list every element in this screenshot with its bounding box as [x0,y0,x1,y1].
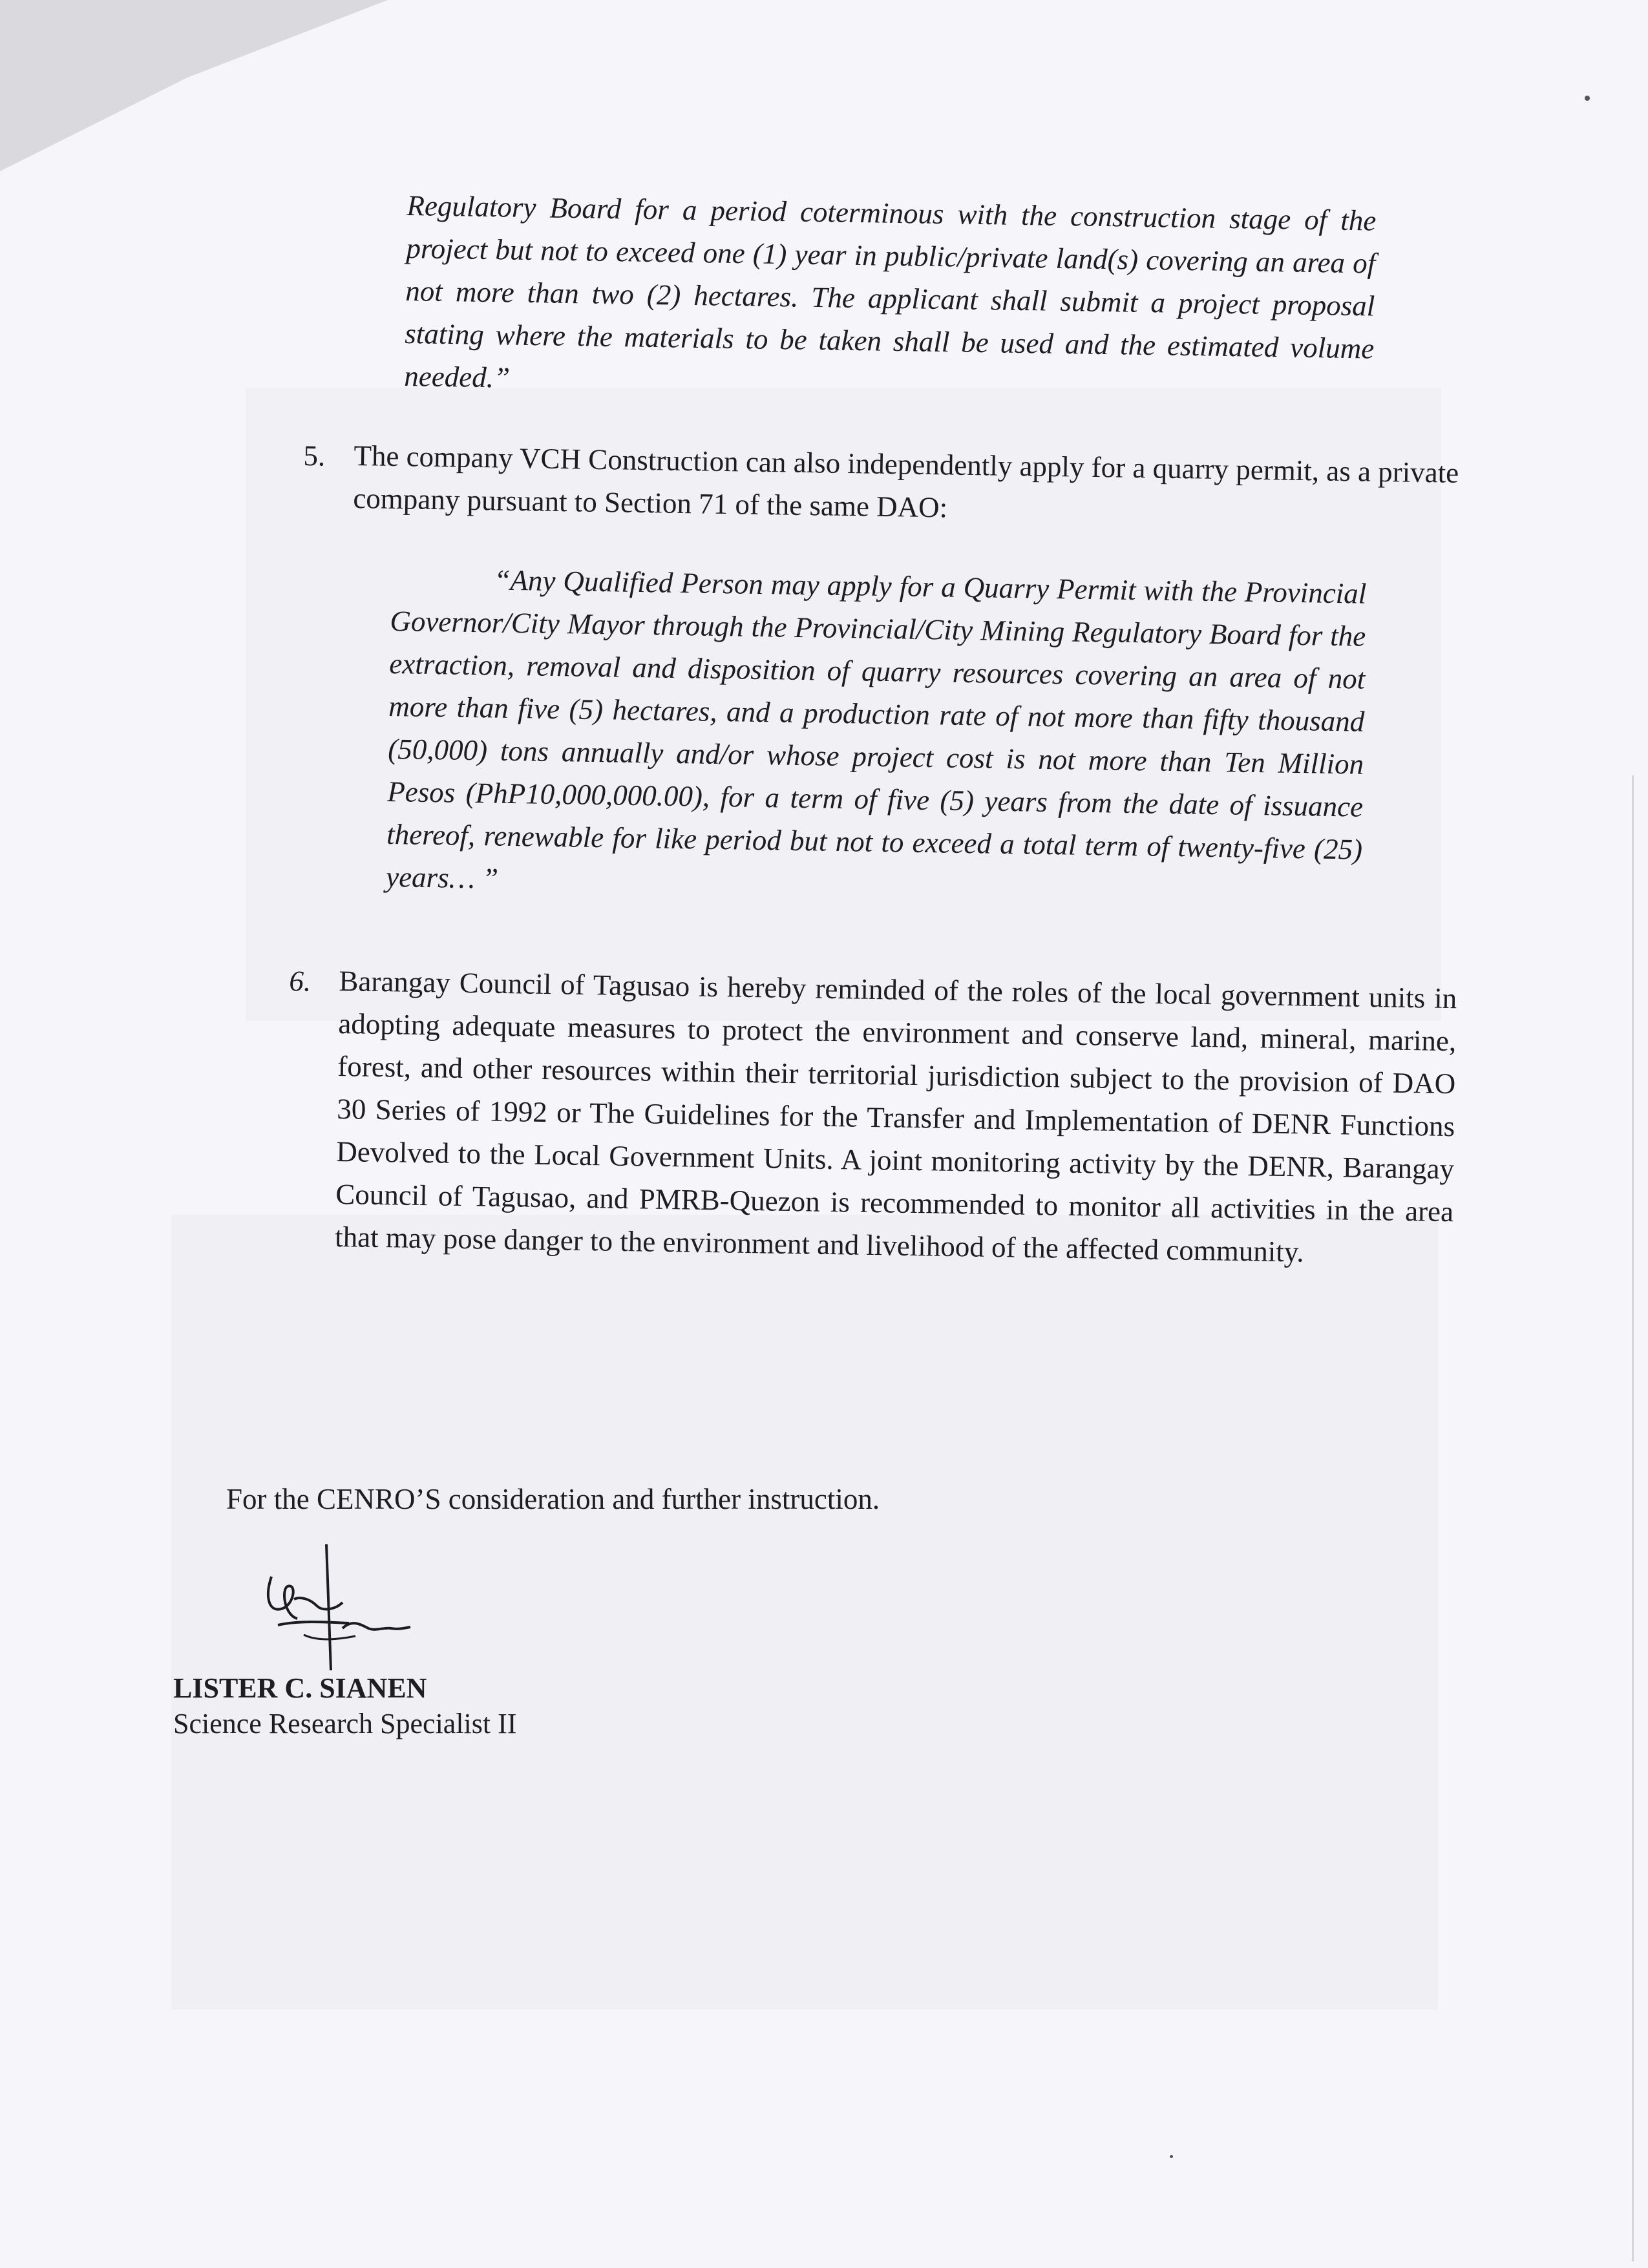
closing-line: For the CENRO’S consideration and further instruction. [226,1483,880,1515]
item-number-5: 5. [303,439,326,472]
item-5-text: The company VCH Construction can also independently apply for a quarry permit, as a private company pursuant to Section 71 of the same DAO: [353,439,1459,524]
signature-image [259,1538,414,1674]
signatory-name: LISTER C. SIANEN [173,1672,427,1704]
quoted-provision: “Any Qualified Person may apply for a Quarry Permit with the Provincial Governor/City Mayor through the Provincial/City Mining Regulatory Board for the extraction, removal and disposition of quarry resources covering an area of not more than five (5) hectares, and a production rate of not more than fifty thousand (50,000) tons annually and/or whose project cost is not more than Ten Million Pesos (PhP10,000,000.00), for a term of five (5) years from the date of issuance thereof, renewable for like period but not to exceed a total term of twenty-five (25) years… ” [385,563,1367,895]
item-number-6: 6. [289,964,312,998]
signatory-title: Science Research Specialist II [173,1708,517,1739]
speck [1170,2155,1173,2158]
continuation-paragraph: Regulatory Board for a period coterminous with the construction stage of the project but not to exceed one (1) year in public/private land(s) covering an area of not more than two (2) hectares. The applicant shall submit a project proposal stating where the materials to be taken shall be used and the estimated volume needed.” [403,189,1377,394]
page-edge [1632,775,1634,2262]
speck [1585,96,1590,101]
item-6-text: Barangay Council of Tagusao is hereby reminded of the roles of the local government units in adopting adequate measures to protect the environment and conserve land, mineral, marine, forest, and other resources within their territorial jurisdiction subject to the provision of DAO 30 Series of 1992 or The Guidelines for the Transfer and Implementation of DENR Functions Devolved to the Local Government Units. A joint monitoring activity by the DENR, Barangay Council of Tagusao, and PMRB-Quezon is recommended to monitor all activities in the area that may pose danger to the environment and livelihood of the affected community. [334,964,1457,1268]
